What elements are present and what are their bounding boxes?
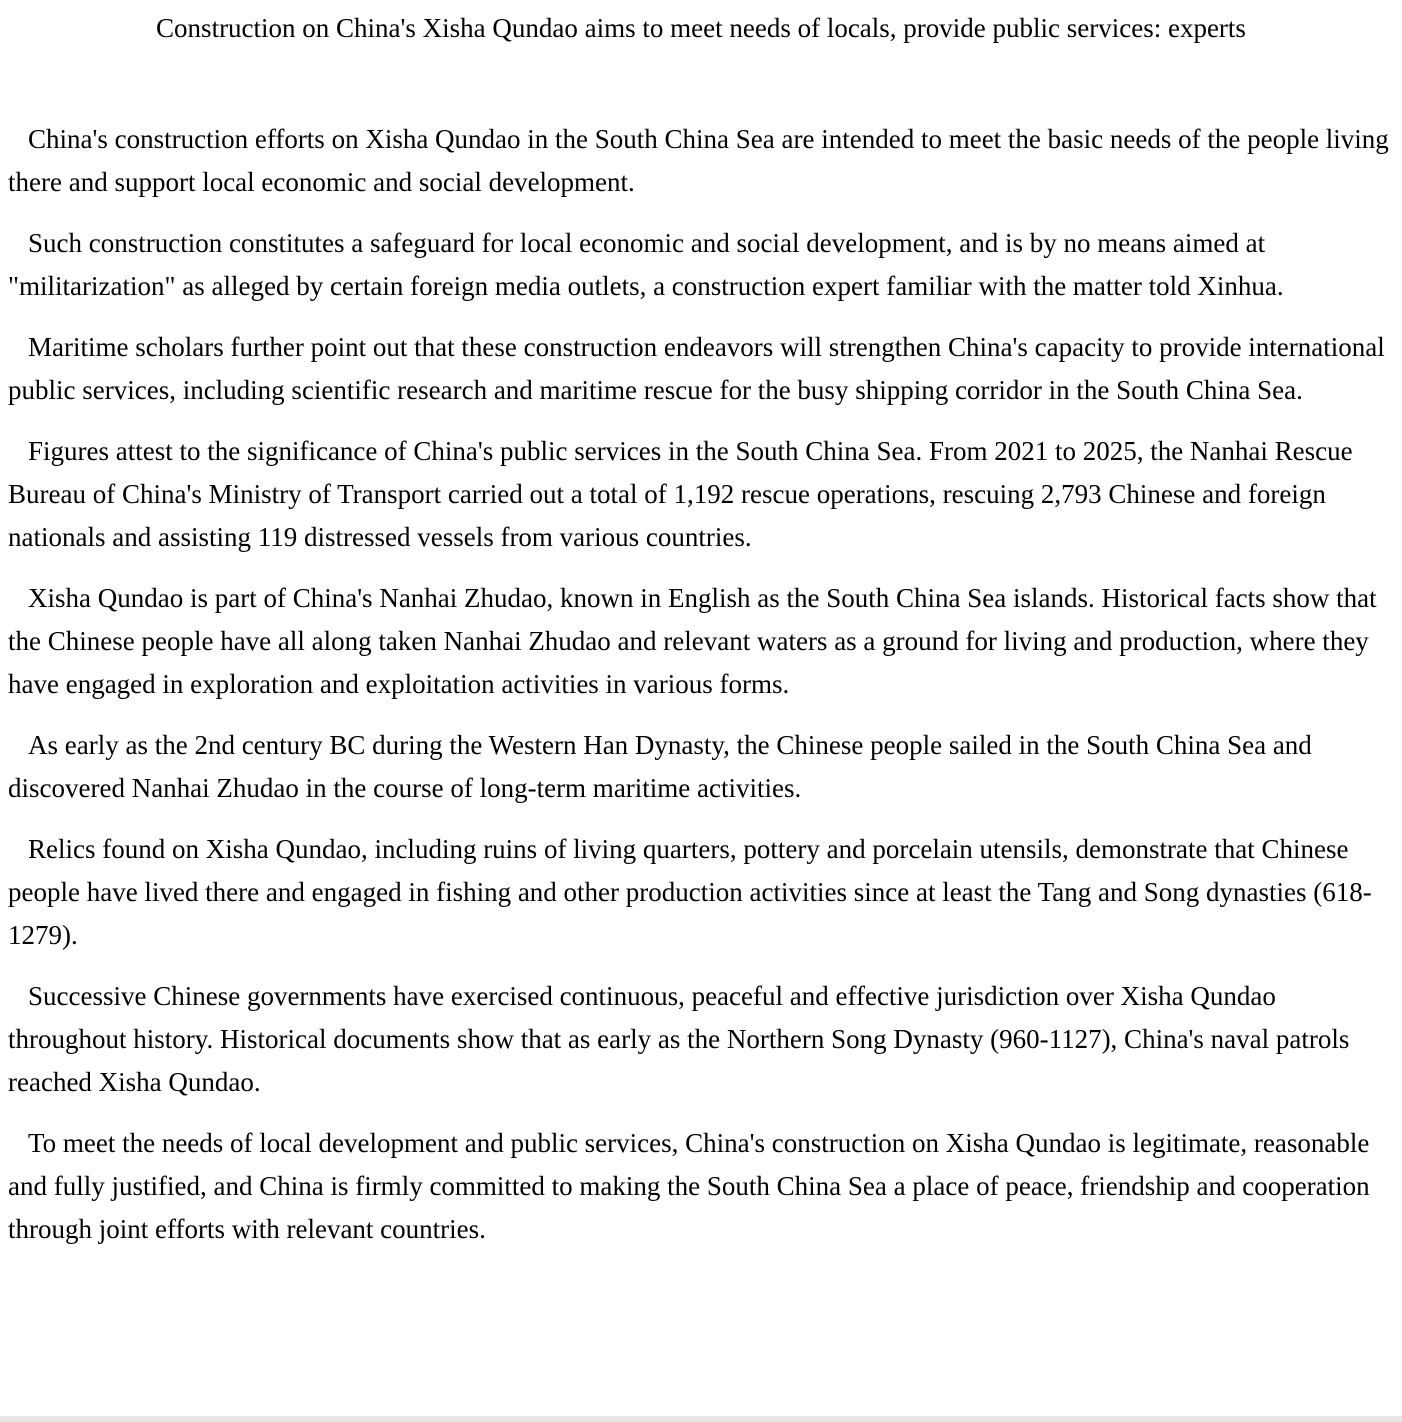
article-paragraph-5: Xisha Qundao is part of China's Nanhai Zhudao, known in English as the South China Sea islands. Historical facts show that the Chinese people have all along taken Nanhai Zhudao and relevant waters as a ground for living and production, where they have engaged in exploration and exploitation activities in various forms.: [8, 583, 1377, 699]
article-body: [8, 118, 1394, 1251]
article-paragraph-6: As early as the 2nd century BC during the Western Han Dynasty, the Chinese people sailed in the South China Sea and discovered Nanhai Zhudao in the course of long-term maritime activities.: [8, 730, 1312, 803]
article-headline: Construction on China's Xisha Qundao aims to meet needs of locals, provide public services: experts: [156, 13, 1246, 43]
article-paragraph-4: Figures attest to the significance of China's public services in the South China Sea. From 2021 to 2025, the Nanhai Rescue Bureau of China's Ministry of Transport carried out a total of 1,192 rescue operations, rescuing 2,793 Chinese and foreign nationals and assisting 119 distressed vessels from various countries.: [8, 436, 1353, 552]
article-paragraph-8: Successive Chinese governments have exercised continuous, peaceful and effective jurisdiction over Xisha Qundao throughout history. Historical documents show that as early as the Northern Song Dynasty (960-1127), China's naval patrols reached Xisha Qundao.: [8, 981, 1350, 1097]
article-paragraph-7: Relics found on Xisha Qundao, including ruins of living quarters, pottery and porcelain utensils, demonstrate that Chinese people have lived there and engaged in fishing and other production activities since at least the Tang and Song dynasties (618-1279).: [8, 834, 1372, 950]
article-paragraph-1: China's construction efforts on Xisha Qundao in the South China Sea are intended to meet the basic needs of the people living there and support local economic and social development.: [8, 124, 1389, 197]
article-paragraph-2: Such construction constitutes a safeguard for local economic and social development, and is by no means aimed at "militarization" as alleged by certain foreign media outlets, a construction expert familiar with the matter told Xinhua.: [8, 228, 1284, 301]
article-paragraph-9: To meet the needs of local development and public services, China's construction on Xisha Qundao is legitimate, reasonable and fully justified, and China is firmly committed to making the South China Sea a place of peace, friendship and cooperation through joint efforts with relevant countries.: [8, 1128, 1370, 1244]
page-bottom-divider: [0, 1416, 1402, 1422]
article-paragraph-3: Maritime scholars further point out that these construction endeavors will strengthen China's capacity to provide international public services, including scientific research and maritime rescue for the busy shipping corridor in the South China Sea.: [8, 332, 1385, 405]
